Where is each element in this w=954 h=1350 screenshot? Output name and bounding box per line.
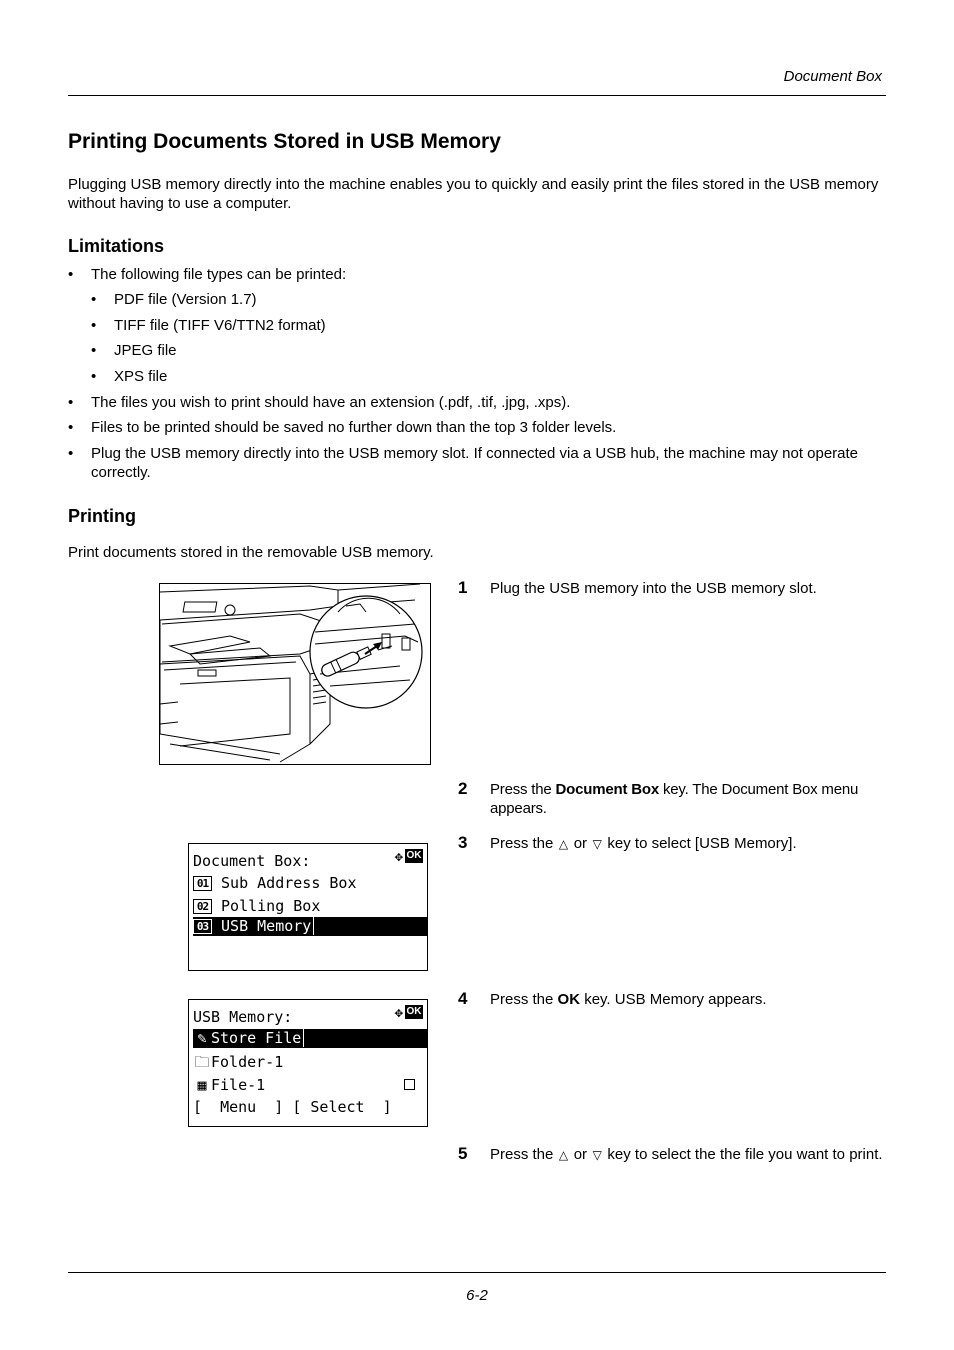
lcd-document-box-menu bbox=[188, 843, 428, 971]
step-text: Press the △ or ▽ key to select [USB Memory]. bbox=[490, 835, 797, 852]
step-number: 2 bbox=[458, 779, 468, 798]
lcd-title-row: Document Box: bbox=[193, 852, 311, 870]
ok-key-label: OK bbox=[557, 991, 581, 1008]
lcd-usb-memory bbox=[188, 999, 428, 1127]
four-way-arrows-icon: ✥ bbox=[394, 1005, 403, 1021]
lcd-menu-item: 02 Polling Box bbox=[193, 895, 423, 917]
folder-icon: 🗀 bbox=[194, 1053, 210, 1071]
step-number: 3 bbox=[458, 833, 468, 852]
item-number-icon: 01 bbox=[193, 876, 212, 891]
printer-usb-illustration bbox=[159, 583, 431, 765]
down-triangle-icon: ▽ bbox=[592, 1148, 602, 1162]
list-item: • PDF file (Version 1.7) bbox=[91, 291, 257, 308]
lcd-title-row: USB Memory: bbox=[193, 1008, 293, 1026]
intro-paragraph: Plugging USB memory directly into the machine enables you to quickly and easily print the files stored in the USB memory without having to use a computer. bbox=[68, 176, 879, 212]
step-text: Press the Document Box key. The Document Box menu appears. bbox=[490, 781, 859, 817]
down-triangle-icon: ▽ bbox=[592, 837, 602, 851]
lcd-menu-item-selected: 03 USB Memory bbox=[193, 917, 427, 936]
header-rule bbox=[68, 95, 886, 96]
checkbox-icon bbox=[404, 1079, 415, 1090]
step-number: 5 bbox=[458, 1144, 468, 1163]
list-item: • TIFF file (TIFF V6/TTN2 format) bbox=[91, 317, 326, 334]
printing-heading: Printing bbox=[68, 506, 136, 526]
lcd-menu-item: 01 Sub Address Box bbox=[193, 872, 423, 894]
limitations-heading: Limitations bbox=[68, 236, 165, 256]
up-triangle-icon: △ bbox=[558, 837, 569, 851]
up-triangle-icon: △ bbox=[558, 1148, 569, 1162]
list-item: • Files to be printed should be saved no further down than the top 3 folder levels. bbox=[68, 419, 617, 436]
lcd-menu-item-selected: ✎ Store File bbox=[193, 1029, 427, 1048]
printing-intro: Print documents stored in the removable USB memory. bbox=[68, 544, 434, 561]
step-number: 4 bbox=[458, 989, 468, 1008]
printer-illustration-svg bbox=[160, 584, 430, 764]
file-icon: ▦ bbox=[197, 1076, 207, 1094]
footer-rule bbox=[68, 1272, 886, 1273]
lcd-menu-item: ▦ File-1 bbox=[193, 1074, 423, 1096]
ok-badge-icon: OK bbox=[406, 850, 422, 861]
item-number-icon: 02 bbox=[193, 899, 212, 914]
step-text: Plug the USB memory into the USB memory slot. bbox=[490, 580, 817, 597]
page-title: Printing Documents Stored in USB Memory bbox=[68, 130, 501, 153]
store-file-icon: ✎ bbox=[197, 1029, 207, 1047]
list-item: • XPS file bbox=[91, 368, 168, 385]
list-item: • The files you wish to print should have an extension (.pdf, .tif, .jpg, .xps). bbox=[68, 394, 571, 411]
ok-badge-icon: OK bbox=[406, 1006, 422, 1017]
step-text: Press the OK key. USB Memory appears. bbox=[490, 991, 767, 1008]
lcd-menu-item: 🗀 Folder-1 bbox=[193, 1051, 423, 1073]
list-item: • Plug the USB memory directly into the USB memory slot. If connected via a USB hub, the machine may not operate correctly. bbox=[68, 445, 859, 481]
page-number: 6-2 bbox=[466, 1287, 488, 1304]
running-header: Document Box bbox=[783, 68, 882, 85]
list-item: • The following file types can be printed: bbox=[68, 266, 347, 283]
lcd-softkeys: [ Menu ] [ Select ] bbox=[193, 1098, 392, 1116]
list-item: • JPEG file bbox=[91, 342, 177, 359]
step-text: Press the △ or ▽ key to select the the file you want to print. bbox=[490, 1146, 883, 1163]
step-number: 1 bbox=[458, 578, 468, 597]
item-number-icon: 03 bbox=[193, 919, 212, 934]
document-box-key-label: Document Box bbox=[555, 781, 659, 798]
four-way-arrows-icon: ✥ bbox=[394, 849, 403, 865]
